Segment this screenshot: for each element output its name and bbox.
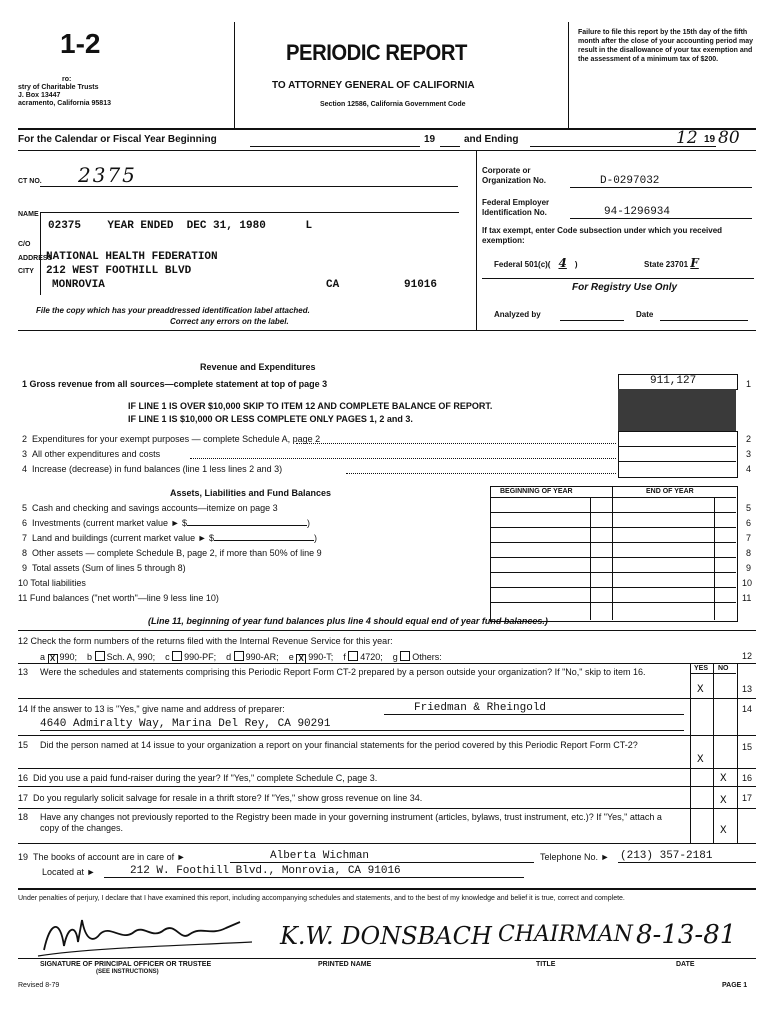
checkbox-990-ar[interactable] [234,651,244,661]
analyzed-by-label: Analyzed by [494,310,541,319]
revenue-heading: Revenue and Expenditures [200,362,316,372]
item-12: 12 Check the form numbers of the returns filed with the Internal Revenue Service for this year: [18,636,393,646]
state-23701-label: State 23701 F [644,256,699,270]
item-19: 19 The books of account are in care of ► [18,852,186,862]
item-12-options: a X 990; b Sch. A, 990; c 990-PF; d 990-AR; e X 990-T; f 4720; g Others: [40,652,442,663]
checkbox-990-pf[interactable] [172,651,182,661]
item-13: 13 Were the schedules and statements comprising this Periodic Report Form CT-2 prepared by a person outside your organization? If "No," skip to item 16. [18,667,646,677]
line-6: 6 Investments (current market value ► $ ) [22,518,310,528]
located-label: Located at ► [42,867,96,877]
located-value: 212 W. Foothill Blvd., Monrovia, CA 91016 [130,865,401,877]
preparer-address: 4640 Admiralty Way, Marina Del Rey, CA 90291 [40,718,331,730]
line-8: 8 Other assets — complete Schedule B, page 2, if more than 50% of line 9 [22,548,322,558]
corp-no-value: D-0297032 [600,175,660,187]
page-number: PAGE 1 [722,982,748,989]
label-city: MONROVIA [52,279,105,291]
declaration: Under penalties of perjury, I declare that I have examined this report, including accompanying schedules and statements, and to the best of my knowledge and belief it is true, correct and complete. [18,895,625,902]
fiscal-nineteen: 19 [424,134,436,145]
section-reference: Section 12586, California Government Code [320,101,466,108]
checkbox-4720[interactable] [348,651,358,661]
registry-address: ro: stry of Charitable Trusts J. Box 13447 acramento, California 95813 [18,76,111,107]
form-title: PERIODIC REPORT [286,40,467,65]
item-15: 15 Did the person named at 14 issue to your organization a report on your financial statements for the period covered by this Periodic Report Form CT-2? [18,740,638,750]
item-17: 17 Do you regularly solicit salvage for resale in a thrift store? If "Yes," show gross revenue on line 34. [18,793,423,803]
title-label: TITLE [536,961,556,968]
label-state: CA [326,279,340,291]
instruction-2: IF LINE 1 IS $10,000 OR LESS COMPLETE ONLY PAGES 1, 2 and 3. [128,414,413,424]
label-note-2: Correct any errors on the label. [170,317,289,326]
col-beginning: BEGINNING OF YEAR [500,488,573,495]
revision-note: Revised 8-79 [18,982,60,989]
printed-name: K.W. DONSBACH [280,922,492,950]
ct-label: CT NO. [18,178,42,185]
label-street: 212 WEST FOOTHILL BLVD [46,265,192,277]
no-header: NO [718,665,729,672]
exempt-label: If tax exempt, enter Code subsection under which you received exemption: [482,226,723,245]
assets-heading: Assets, Liabilities and Fund Balances [170,488,332,498]
fein-label: Federal Employer Identification No. [482,198,550,217]
fiscal-year-label: For the Calendar or Fiscal Year Beginning [18,134,217,145]
signer-title: CHAIRMAN [498,922,633,947]
shaded-block [618,389,736,431]
item-16-no[interactable]: X [720,773,727,785]
preparer-name: Friedman & Rheingold [414,702,547,714]
label-note-1: File the copy which has your preaddressed identification label attached. [36,306,310,315]
item-17-no[interactable]: X [720,795,727,807]
line-4: 4 Increase (decrease) in fund balances (line 1 less lines 2 and 3) [22,464,283,474]
label-line-1: 02375 YEAR ENDED DEC 31, 1980 L [48,220,313,232]
checkbox-others[interactable] [400,651,410,661]
telephone-label: Telephone No. ► [540,852,610,862]
corp-no-label: Corporate or Organization No. [482,166,546,185]
yes-header: YES [694,665,709,672]
fiscal-and-ending: and Ending [464,134,519,145]
form-subtitle: TO ATTORNEY GENERAL OF CALIFORNIA [272,80,475,91]
federal-501c-label: Federal 501(c)( 4 ) [494,256,578,270]
checkbox-sch-a[interactable] [95,651,105,661]
checkbox-990[interactable]: X [48,654,58,664]
line-2: 2 Expenditures for your exempt purposes — complete Schedule A, page 2 [22,434,321,444]
line-11: 11 Fund balances ("net worth"—line 9 less line 10) [18,593,219,603]
telephone-value: (213) 357-2181 [620,850,713,862]
label-org-name: NATIONAL HEALTH FEDERATION [46,251,218,263]
signature-image [30,912,260,958]
item-15-yes[interactable]: X [697,754,704,766]
filing-warning: Failure to file this report by the 15th day of the fifth month after the close of your accounting period may result in the disallowance of your tax exemption and the assessment of a minimum tax of $200. [578,29,754,63]
instruction-1: IF LINE 1 IS OVER $10,000 SKIP TO ITEM 12 AND COMPLETE BALANCE OF REPORT. [128,401,493,411]
item-16: 16 Did you use a paid fund-raiser during the year? If "Yes," complete Schedule C, page 3. [18,773,378,783]
line-1-value: 911,127 [650,375,697,387]
label-zip: 91016 [404,279,438,291]
line-5: 5 Cash and checking and savings accounts—itemize on page 3 [22,503,278,513]
line-7: 7 Land and buildings (current market value ► $ ) [22,533,318,543]
item-13-yes[interactable]: X [697,684,704,696]
item-18-no[interactable]: X [720,825,727,837]
signature-date: 8-13-81 [636,920,737,950]
line-1: 1 Gross revenue from all sources—complete statement at top of page 3 [22,379,328,389]
registry-date-label: Date [636,310,654,319]
name-label: NAME [18,211,39,218]
line-10: 10 Total liabilities [18,578,86,588]
item-14: 14 If the answer to 13 is "Yes," give name and address of preparer: [18,704,285,714]
registry-use-title: For Registry Use Only [572,282,678,293]
fund-balance-note: (Line 11, beginning of year fund balances plus line 4 should equal end of year fund balances.) [148,616,548,626]
form-code: 1-2 [60,28,101,59]
signature-label: SIGNATURE OF PRINCIPAL OFFICER OR TRUSTEE [40,961,212,968]
printed-name-label: PRINTED NAME [318,961,372,968]
ct-number: 2375 [78,163,137,187]
fiscal-end-date: 12 [676,128,698,148]
line-9: 9 Total assets (Sum of lines 5 through 8) [22,563,186,573]
col-end: END OF YEAR [646,488,694,495]
fein-value: 94-1296934 [604,206,671,218]
item-18: 18 Have any changes not previously reported to the Registry been made in your governing instrument (articles, bylaws, trust instrument, etc.)? If "Yes," attach a copy of the changes. [18,812,662,833]
fiscal-end-year: 80 [718,128,740,148]
date-label: DATE [676,961,695,968]
books-in-care-of: Alberta Wichman [270,850,370,862]
checkbox-990-t[interactable]: X [296,654,306,664]
line-3: 3 All other expenditures and costs [22,449,161,459]
